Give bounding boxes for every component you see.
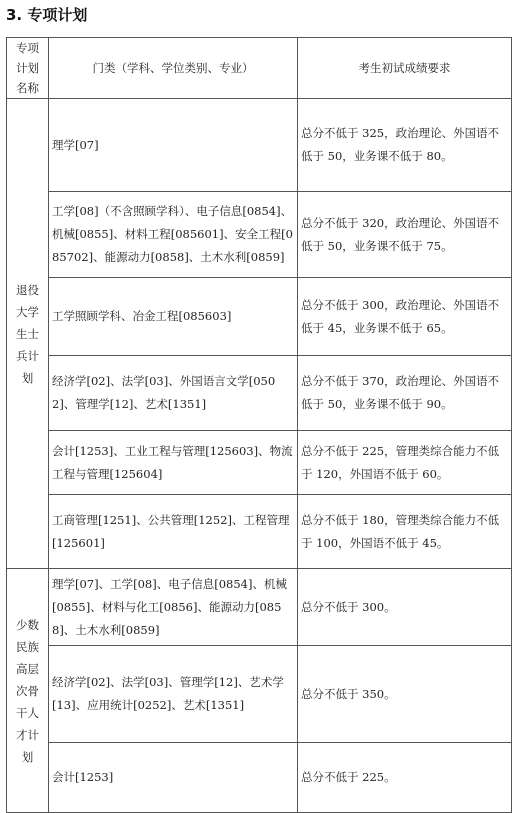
requirement-cell: 总分不低于 350。: [298, 646, 512, 743]
section-heading: 3. 专项计划: [6, 6, 88, 24]
plan-name-veteran: 退役大学生士兵计划: [7, 99, 49, 569]
field-cell: 工学[08]（不含照顾学科）、电子信息[0854]、机械[0855]、材料工程[085601]、安全工程[085702]、能源动力[0858]、土木水利[0859]: [49, 192, 298, 278]
requirement-cell: 总分不低于 225。: [298, 743, 512, 813]
requirement-cell: 总分不低于 300。: [298, 569, 512, 646]
header-field: 门类（学科、学位类别、专业）: [49, 38, 298, 99]
table-header-row: [7, 38, 512, 99]
table-row: [7, 431, 512, 495]
header-plan-name: 专项计划名称: [7, 38, 49, 99]
plan-name-minority: 少数民族高层次骨干人才计划: [7, 569, 49, 813]
requirement-cell: 总分不低于 300，政治理论、外国语不低于 45，业务课不低于 65。: [298, 278, 512, 356]
special-plan-table: [6, 37, 512, 813]
field-cell: 工商管理[1251]、公共管理[1252]、工程管理[125601]: [49, 495, 298, 569]
table-row: [7, 569, 512, 646]
field-cell: 理学[07]、工学[08]、电子信息[0854]、机械[0855]、材料与化工[0856]、能源动力[0858]、土木水利[0859]: [49, 569, 298, 646]
field-cell: 会计[1253]: [49, 743, 298, 813]
table-row: [7, 495, 512, 569]
requirement-cell: 总分不低于 325，政治理论、外国语不低于 50，业务课不低于 80。: [298, 99, 512, 192]
table-row: [7, 646, 512, 743]
requirement-cell: 总分不低于 320，政治理论、外国语不低于 50，业务课不低于 75。: [298, 192, 512, 278]
header-requirement: 考生初试成绩要求: [298, 38, 512, 99]
field-cell: 理学[07]: [49, 99, 298, 192]
requirement-cell: 总分不低于 370，政治理论、外国语不低于 50，业务课不低于 90。: [298, 356, 512, 431]
field-cell: 工学照顾学科、冶金工程[085603]: [49, 278, 298, 356]
table-row: [7, 278, 512, 356]
table-row: [7, 192, 512, 278]
field-cell: 经济学[02]、法学[03]、管理学[12]、艺术学[13]、应用统计[0252]、艺术[1351]: [49, 646, 298, 743]
table-row: [7, 356, 512, 431]
requirement-cell: 总分不低于 225，管理类综合能力不低于 120，外国语不低于 60。: [298, 431, 512, 495]
table-row: [7, 743, 512, 813]
field-cell: 会计[1253]、工业工程与管理[125603]、物流工程与管理[125604]: [49, 431, 298, 495]
requirement-cell: 总分不低于 180，管理类综合能力不低于 100，外国语不低于 45。: [298, 495, 512, 569]
field-cell: 经济学[02]、法学[03]、外国语言文学[0502]、管理学[12]、艺术[1351]: [49, 356, 298, 431]
table-row: [7, 99, 512, 192]
